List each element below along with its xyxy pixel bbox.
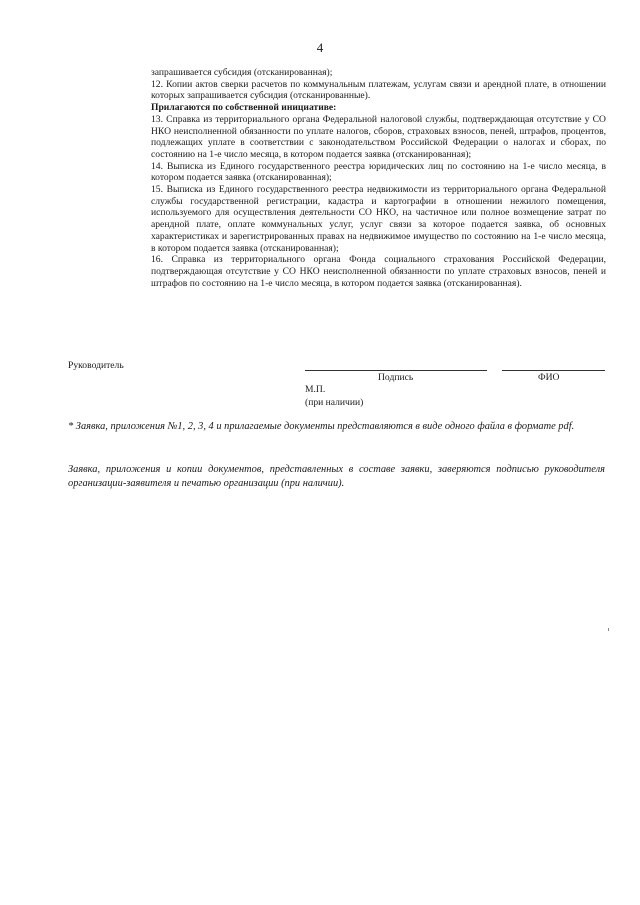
item-15: 15. Выписка из Единого государственного реестра недвижимости из территориального органа Федеральной службы государственной регистрации, кадастра и картографии в отношении нежилого помещения, используемого для осуществления деятельности СО НКО, на частичное или полное возмещение затрат по арендной плате, оплате коммунальных услуг, услуг связи за которое подается заявка, об основных характеристиках и зарегистрированных правах на недвижимое имущество по состоянию на 1-е число месяца, в котором подается заявка (отсканированная); (151, 184, 606, 254)
files-footnote: * Заявка, приложения №1, 2, 3, 4 и прилагаемые документы представляются в виде одного файла в формате pdf. (68, 421, 575, 432)
signature-caption: Подпись (378, 372, 414, 383)
item-12: 12. Копии актов сверки расчетов по коммунальным платежам, услугам связи и арендной плате, в отношении которых запрашивается субсидия (отсканированные). (151, 78, 606, 102)
stamp-label: М.П. (305, 384, 326, 395)
signature-line (305, 370, 487, 371)
name-line (502, 370, 605, 371)
certification-note: Заявка, приложения и копии документов, представленных в составе заявки, заверяются подписью руководителя организации-заявителя и печатью организации (при наличии). (68, 464, 605, 489)
stamp-note: (при наличии) (305, 397, 364, 408)
document-body (151, 67, 606, 289)
item-11-continuation: запрашивается субсидия (отсканированная); (151, 67, 333, 78)
item-16: 16. Справка из территориального органа Фонда социального страхования Российской Федерации, подтверждающая отсутствие у СО НКО неисполненной обязанности по уплате страховых взносов, пеней и штрафов по состоянию на 1-е число месяца, в котором подается заявка (отсканированная). (151, 254, 606, 289)
item-13: 13. Справка из территориального органа Федеральной налоговой службы, подтверждающая отсутствие у СО НКО неисполненной обязанности по уплате налогов, сборов, страховых взносов, пеней, штрафов, процентов, подлежащих уплате в соответствии с законодательством Российской Федерации о налогах и сборах, по состоянию на 1-е число месяца, в котором подается заявка (отсканированная); (151, 113, 606, 160)
page-number: 4 (316, 40, 324, 55)
item-14: 14. Выписка из Единого государственного реестра юридических лиц по состоянию на 1-е число месяца, в котором подается заявка (отсканированная); (151, 160, 606, 184)
role-label: Руководитель (68, 360, 124, 371)
section-heading-own-initiative: Прилагаются по собственной инициативе: (151, 102, 337, 114)
scan-mark (608, 628, 609, 631)
name-caption: ФИО (538, 372, 560, 383)
